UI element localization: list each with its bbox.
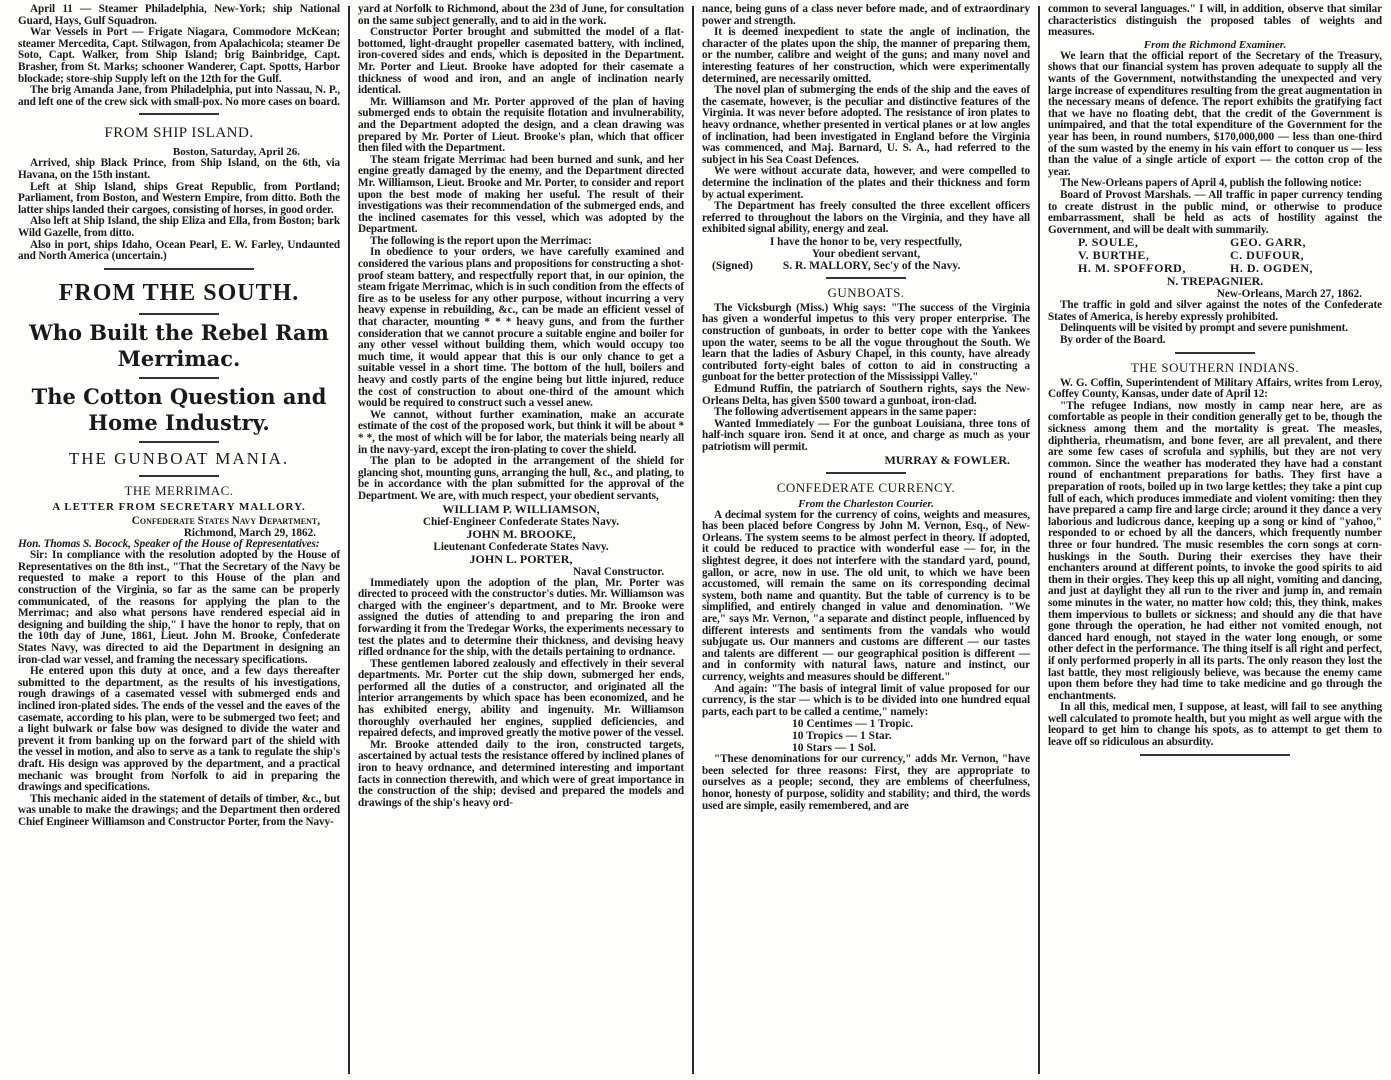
- column-1: [10, 4, 346, 1080]
- ship-island-paragraph: Also in port, ships Idaho, Ocean Pearl, E. W. Farley, Undaunted and North America (uncertain.): [18, 238, 340, 263]
- article-paragraph: nance, being guns of a class never before made, and of extraordinary power and strength.: [702, 4, 1030, 27]
- gunboats-paragraph: Edmund Ruffin, the patriarch of Southern rights, says the New-Orleans Delta, has given $500 toward a gunboat, iron-clad.: [702, 383, 1030, 407]
- currency-table-row: 10 Tropics — 1 Star.: [792, 730, 892, 743]
- currency-table-row: 10 Stars — 1 Sol.: [792, 742, 877, 755]
- currency-source: From the Charleston Courier.: [798, 497, 934, 510]
- divider: [139, 113, 219, 115]
- ship-news-paragraph: The brig Amanda Jane, from Philadelphia, put into Nassau, N. P., and left one of the crew sick with small-pox. No more cases on board.: [18, 84, 340, 108]
- notice-last-name: N. TREPAGNIER.: [1166, 274, 1264, 289]
- column-2: [350, 4, 690, 1080]
- closing-line: I have the honor to be, very respectfully,: [770, 235, 962, 248]
- divider: [104, 268, 254, 270]
- letter-paragraph: This mechanic aided in the statement of details of timber, &c., but was unable to make the drawings; and the Department then ordered Chief Engineer Williamson and Constructor Porter, from the Navy-: [18, 792, 340, 828]
- divider: [139, 313, 219, 315]
- notice-name: C. DUFOUR,: [1230, 248, 1304, 263]
- notice-dateline: New-Orleans, March 27, 1862.: [1216, 288, 1362, 301]
- ship-news-paragraph: War Vessels in Port — Frigate Niagara, Commodore McKean; steamer Mercedita, Capt. Stilwagon, from Apalachicola; steamer De Soto, Capt. Walker, from Ship Island; brig Bainbridge, Capt. Brasher, from St. Marks; schooner Wanderer, Capt. Spotts, Harbor blockade; store-ship Supply left on the 12th for the Gulf.: [18, 26, 340, 85]
- examiner-source: From the Richmond Examiner.: [1143, 38, 1287, 51]
- signatories: [358, 503, 684, 578]
- divider: [1175, 352, 1255, 354]
- gunboats-paragraph: The following advertisement appears in the same paper:: [714, 406, 977, 419]
- currency-heading: CONFEDERATE CURRENCY.: [776, 479, 956, 495]
- notice-paragraph: Delinquents will be visited by prompt and severe punishment.: [1060, 322, 1348, 335]
- signatory-title: Chief-Engineer Confederate States Navy.: [422, 515, 620, 528]
- article-paragraph: Immediately upon the adoption of the plan, Mr. Porter was directed to proceed with the constructor's duties. Mr. Williamson was charged with the engineer's department, and to Mr. Brooke were assigned the duties of attending to and preparing the iron and forwarding it from the Tredegar Works, the experiments necessary to test the plates and to determine their thickness, and devising heavy rifled ordnance for the ship, with the details pertaining to ordnance.: [358, 576, 684, 659]
- article-paragraph: yard at Norfolk to Richmond, about the 23d of June, for consultation on the same subject generally, and to aid in the work.: [358, 4, 684, 27]
- notice-name: V. BURTHE,: [1078, 248, 1150, 263]
- gunboats-heading: GUNBOATS.: [827, 284, 905, 300]
- notice-names: [1048, 236, 1382, 275]
- article-paragraph: We cannot, without further examination, make an accurate estimate of the cost of the proposed work, but think it will be about * * *, the most of which will be for labor, the materials being nearly all in the navy-yard, except the iron-plating to cover the shield.: [358, 408, 684, 456]
- headline-rebel-ram: Who Built the Rebel Ram Merrimac.: [29, 319, 329, 371]
- notice-name: H. M. SPOFFORD,: [1078, 261, 1186, 276]
- ship-news: [18, 4, 340, 108]
- closing-line: Your obedient servant,: [811, 247, 921, 260]
- advert-signature: MURRAY & FOWLER.: [884, 452, 1010, 467]
- article-paragraph: In obedience to your orders, we have carefully examined and considered the various plans and propositions for constructing a shot-proof steam battery, and respectfully report that, in our opinion, the steam frigate Merrimac, which is in such condition from the effects of fire as to be useless for any other purpose, without incurring a very heavy expense in rebuilding, &c., can be made an efficient vessel of that character, mounting * * * heavy guns, and from the further consideration that we cannot procure a suitable engine and boiler for any other vessel without building them, which would occupy too much time, it would appear that this is our only chance to get a suitable vessel in a short time. The bottom of the hull, boilers and heavy and costly parts of the engine being but little injured, reduce the cost of construction to about one-third of the amount which would be required to construct such a vessel anew.: [358, 246, 684, 410]
- letter-date: Richmond, March 29, 1862.: [183, 526, 316, 539]
- signatory-title: Naval Constructor.: [573, 565, 664, 578]
- signatory-name: WILLIAM P. WILLIAMSON,: [442, 501, 600, 516]
- gunboats-paragraph: The Vicksburgh (Miss.) Whig says: "The success of the Virginia has given a wonderful impetus to this very proper enterprise. The construction of gunboats, in order to better cope with the Yankees upon the water, seems to be all the vogue throughout the South. We learn that the ladies of Asbury Chapel, in this county, have already contributed forty-eight bales of cotton to aid in constructing a gunboat for the better protection of the Mississippi Valley.": [702, 301, 1030, 384]
- currency-table-row: 10 Centimes — 1 Tropic.: [792, 718, 914, 731]
- article-paragraph: Mr. Williamson and Mr. Porter approved of the plan of having submerged ends to obtain the requisite flotation and invulnerability, and the Department adopted the design, and a clean drawing was prepared by Mr. Porter of Lieut. Brooke's plan, which that officer then filed with the Department.: [358, 95, 684, 155]
- divider: [826, 277, 906, 279]
- merrimac-heading: THE MERRIMAC.: [124, 482, 234, 498]
- currency-paragraph: And again: "The basis of integral limit of value proposed for our currency, is the star — which is to be divided into one hundred equal parts, each part to be called a centime," namely:: [702, 682, 1030, 718]
- indians-heading: THE SOUTHERN INDIANS.: [1130, 359, 1300, 375]
- treasury-paragraph: We learn that the official report of the Secretary of the Treasury, shows that our financial system has proven adequate to supply all the wants of the Government, notwithstanding the unexpected and very large increase of expenditures resulting from the great augmentation in the necessary means of defence. The report exhibits the gratifying fact that we have no floating debt, that the credit of the Government is unimpaired, and that the total expenditure of the Government for the year has been, in round numbers, $170,000,000 — less than one-third of the sum wasted by the enemy in his vain effort to conquer us — less than the value of a single article of export — the cotton crop of the year.: [1048, 49, 1382, 178]
- notice-name: GEO. GARR,: [1230, 235, 1307, 250]
- ship-news-paragraph: April 11 — Steamer Philadelphia, New-York; ship National Guard, Hays, Gulf Squadron.: [18, 4, 340, 27]
- signatory-title: Lieutenant Confederate States Navy.: [433, 540, 609, 553]
- article-paragraph: The following is the report upon the Merrimac:: [370, 234, 592, 247]
- indians-paragraph: "The refugee Indians, now mostly in camp near here, are as comfortable as people in their condition generally get to be, though the sickness among them and the mortality is great. The measles, diphtheria, rheumatism, and bone fever, are all prevalent, and there are some few cases of scrofula and syphilis, but they are not very common. Since the weather has moderated they have had a constant round of enchantment preparations for baths. They first have a preparation of roots, boiled up in two large kettles; they take a pint cup full of each, which produces immediate and violent vomiting: then they have prepared a camp fire and large circle; around it they dance a very laborious and ludicrous dance, keeping up a song or kind of "yahoo," responded to or echoed by all the dancers, which frequently number three or four hundred. The music resembles the corn songs at corn-huskings in the South. During their exercises they have their enchanters around at different points, to invoke the good spirits to aid them in their orgies. They keep this up all night, vomiting and dancing, and just at daylight they all run to the river and jump in, and remain some minutes in the water, no matter how cold; this, they think, makes them impervious to bullets or sickness; and should any die that have gone through the operation, he had either not vomited enough, not danced hard enough, not stayed in the water long enough, or some other defect in the performance. The thing itself is all right and perfect, if only performed properly in all its parts. The only reason they lost the last battle, they most religiously believe, was because the enemy came upon them before they had time to take medicine and go through the enchantments.: [1048, 399, 1382, 702]
- notice-body: Board of Provost Marshals. — All traffic in paper currency tending to create distrust in the public mind, or otherwise to produce embarrassment, shall be held as acts of hostility against the Government, and will be dealt with summarily.: [1048, 188, 1382, 236]
- divider: [826, 472, 906, 474]
- divider: [139, 475, 219, 477]
- letter-paragraph: He entered upon this duty at once, and a few days thereafter submitted to the department, as the results of his investigations, rough drawings of a casemated vessel with submerged ends and inclined iron-plated sides. The ends of the vessel and the eaves of the casemate, according to his plan, were to be submerged two feet; and a light bulwark or false bow was designed to divide the water and prevent it from banking up on the forward part of the shield with the vessel in motion, and also to serve as a tank to regulate the ship's draft. His design was approved by the department, and a practical mechanic was brought from Norfolk to aid in preparing the drawings and specifications.: [18, 665, 340, 794]
- currency-table: [702, 718, 1030, 754]
- divider: [139, 441, 219, 443]
- currency-paragraph: "These denominations for our currency," adds Mr. Vernon, "have been selected for three reasons: First, they are appropriate to ourselves as a people; second, they are emblems of cheerfulness, honor, honesty of purpose, solidity and stability; and third, the words used are simple, easily remembered, and are: [702, 753, 1030, 812]
- letter-heading: A LETTER FROM SECRETARY MALLORY.: [52, 500, 306, 513]
- article-paragraph: Mr. Brooke attended daily to the iron, constructed targets, ascertained by actual tests the resistance offered by inclined planes of iron to heavy ordnance, and determined interesting and important facts in connection therewith, and which were of great importance in the construction of the ship; devised and prepared the models and drawings of the ship's heavy ord-: [358, 738, 684, 809]
- article-paragraph: The novel plan of submerging the ends of the ship and the eaves of the casemate, however, is the peculiar and distinctive features of the Virginia. It was never before adopted. The resistance of iron plates to heavy ordnance, whether presented in vertical planes or at low angles of inclination, had been investigated in England before the Virginia was commenced, and Maj. Barnard, U. S. A., had referred to the subject in his Sea Coast Defences.: [702, 84, 1030, 166]
- ship-island-paragraph: Left at Ship Island, ships Great Republic, from Portland; Parliament, from Boston, and Western Empire, from ditto. Both the latter ships landed their cargoes, consisting of horses, in good order.: [18, 180, 340, 216]
- indians-paragraph: In all this, medical men, I suppose, at least, will fail to see anything well calculated to promote health, but you might as well argue with the leopard to get him to change his spots, as to attempt to get them to leave off so ridiculous an absurdity.: [1048, 701, 1382, 749]
- signatory-name: JOHN M. BROOKE,: [466, 526, 576, 541]
- signature-line: [702, 260, 1030, 272]
- column-4: [1040, 4, 1388, 1080]
- letter-address: Confederate States Navy Department,: [131, 514, 320, 527]
- signed-label: (Signed): [712, 259, 753, 272]
- ship-island-dateline: Boston, Saturday, April 26.: [172, 146, 300, 159]
- letter-paragraph: Sir: In compliance with the resolution adopted by the House of Representatives on the 8th inst., "That the Secretary of the Navy be requested to make a report to this House of the plan and construction of the Virginia, so far as the same can be properly communicated, of the reasons for applying the plan to the Merrimac; and also what persons have rendered especial aid in designing and building the ship," I have the honor to reply, that on the 10th day of June, 1861, Lieut. John M. Brooke, Confederate States Navy, was directed to aid the Department in designing an iron-clad war vessel, and framing the necessary specifications.: [18, 549, 340, 666]
- notice-name: P. SOULE,: [1078, 235, 1139, 250]
- notice-name: H. D. OGDEN,: [1230, 261, 1314, 276]
- ship-island-paragraph: Also left at Ship Island, the ship Eliza and Ella, from Boston; bark Wild Gazelle, from ditto.: [18, 215, 340, 239]
- article-paragraph: Constructor Porter brought and submitted the model of a flat-bottomed, light-draught propeller casemated battery, with inclined, iron-covered sides and ends, which is deposited in the Department. Mr. Porter and Lieut. Brooke have adopted for their casemate a thickness of wood and iron, and an angle of inclination nearly identical.: [358, 26, 684, 97]
- headline-cotton-question: The Cotton Question and Home Industry.: [31, 383, 327, 435]
- article-paragraph: The plan to be adopted in the arrangement of the shield for glancing shot, mounting guns, arranging the hull, &c., and plating, to be in accordance with the plan submitted for the approval of the Department. We are, with much respect, your obedient servants,: [358, 455, 684, 502]
- article-paragraph: We were without accurate data, however, and were compelled to determine the inclination of the plates and their thickness and form by actual experiment.: [702, 165, 1030, 201]
- currency-paragraph: A decimal system for the currency of coins, weights and measures, has been placed before Congress by John M. Vernon, Esq., of New-Orleans. The system seems to be almost perfect in theory. If adopted, it could be reduced to practice with wonderful ease — for, in the slightest degree, it does not interfere with the standard yard, pound, gallon, or acre, now in use. The old unit, to which we have been accustomed, will remain the same on its corresponding decimal system, both name and quantity. But the table of currency is to be simplified, and entirely changed in value and denomination. "We are," says Mr. Vernon, "a separate and distinct people, influenced by different interests and sentiments from the vandals who would subjugate us. Our manners and customs are different — our tastes and talents are different — our geographical position is different — and in conformity with natural laws, nature and instinct, our currency, weights and measures should be different.": [702, 508, 1030, 683]
- indians-paragraph: W. G. Coffin, Superintendent of Military Affairs, writes from Leroy, Coffey County, Kansas, under date of April 12:: [1048, 376, 1382, 401]
- article-paragraph: The Department has freely consulted the three excellent officers referred to throughout the labors on the Virginia, and they have all exhibited signal ability, energy and zeal.: [702, 200, 1030, 236]
- column-3: [694, 4, 1036, 1080]
- article-paragraph: These gentlemen labored zealously and effectively in their several departments. Mr. Porter cut the ship down, submerged her ends, performed all the duties of a constructor, and originated all the interior arrangements by which space has been economized, and he has exhibited energy, ability and ingenuity. Mr. Williamson thoroughly overhauled her engines, supplied deficiencies, and repaired defects, and improved greatly the motive power of the vessel.: [358, 657, 684, 740]
- gunboats-paragraph: Wanted Immediately — For the gunboat Louisiana, three tons of half-inch square iron. Send it at once, and charge as much as your patriotism will permit.: [702, 417, 1030, 453]
- article-paragraph: common to several languages." I will, in addition, observe that similar characteristics distinguish the proposed tables of weights and measures.: [1048, 4, 1382, 39]
- divider: [139, 377, 219, 379]
- headline-from-the-south: FROM THE SOUTH.: [58, 279, 300, 306]
- article-paragraph: The steam frigate Merrimac had been burned and sunk, and her engine greatly damaged by the enemy, and the Department directed Mr. Williamson, Lieut. Brooke and Mr. Porter, to consider and report upon the best mode of making her useful. The result of their investigations was their recommendation of the submerged ends, and the inclined casemates for this vessel, which was adopted by the Department.: [358, 153, 684, 236]
- divider: [1140, 754, 1290, 756]
- ship-island-heading: FROM SHIP ISLAND.: [104, 125, 254, 142]
- headline-gunboat-mania: THE GUNBOAT MANIA.: [68, 448, 290, 468]
- letter-salutation: Hon. Thomas S. Bocock, Speaker of the House of Representatives:: [18, 537, 320, 550]
- signatory-name: JOHN L. PORTER,: [469, 551, 573, 566]
- signed-name: S. R. MALLORY, Sec'y of the Navy.: [782, 259, 961, 272]
- notice-intro: The New-Orleans papers of April 4, publish the following notice:: [1060, 177, 1362, 190]
- notice-paragraph: The traffic in gold and silver against the notes of the Confederate States of America, is hereby expressly prohibited.: [1048, 299, 1382, 323]
- article-paragraph: It is deemed inexpedient to state the angle of inclination, the character of the plates upon the ship, the manner of preparing them, or the number, calibre and weight of the guns; and many novel and interesting features of her construction, which were experimentally determined, are necessarily omitted.: [702, 26, 1030, 85]
- notice-paragraph: By order of the Board.: [1060, 334, 1166, 347]
- ship-island-paragraph: Arrived, ship Black Prince, from Ship Island, on the 6th, via Havana, on the 15th instant.: [18, 157, 340, 181]
